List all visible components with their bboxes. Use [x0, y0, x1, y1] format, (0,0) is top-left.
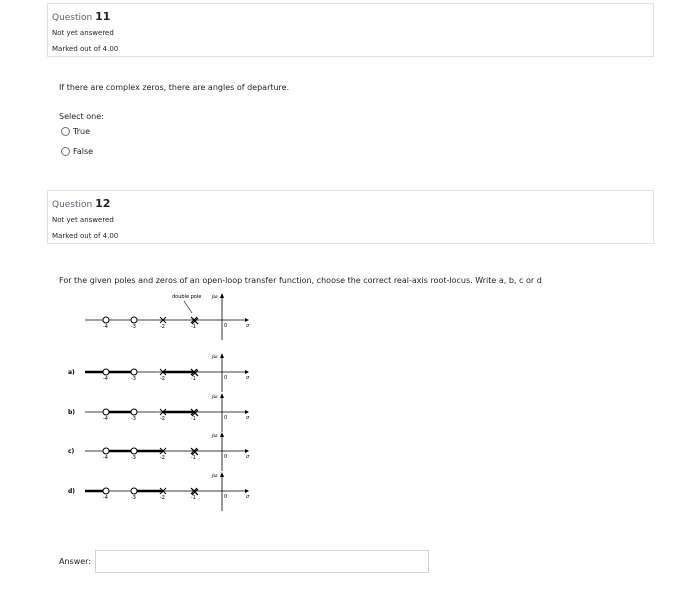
choice-d-label: d): [68, 488, 76, 495]
tick-label: -3: [131, 455, 136, 461]
jw-label: jω: [212, 433, 218, 439]
jw-label: jω: [212, 473, 218, 479]
choice-b-label: b): [68, 409, 76, 416]
tick-label: -4: [103, 376, 108, 382]
sigma-arrowhead: [245, 489, 249, 493]
sigma-label: σ: [246, 415, 250, 421]
question-12-text: For the given poles and zeros of an open-loop transfer function, choose the correct real-axis root-locus. Write a, b, c or d: [59, 276, 542, 285]
tick-label: -4: [103, 495, 108, 501]
tick-label: -1: [191, 495, 196, 501]
tick-label: -2: [160, 455, 165, 461]
origin-label: 0: [224, 323, 228, 329]
zero-marker: [103, 488, 109, 494]
option-false[interactable]: [61, 147, 93, 156]
sigma-arrowhead: [245, 370, 249, 374]
question-mark: Marked out of 4.00: [52, 232, 119, 240]
tick-label: -2: [160, 324, 165, 330]
question-label: Question: [52, 200, 93, 210]
jw-arrowhead: [220, 432, 224, 437]
double-pole-marker: [191, 317, 198, 324]
tick-label: -1: [191, 416, 196, 422]
zero-marker: [103, 409, 109, 415]
tick-label: -1: [191, 324, 196, 330]
origin-label: 0: [224, 494, 228, 500]
origin-label: 0: [224, 454, 228, 460]
choice-c-diagram: [68, 432, 250, 471]
tick-label: -1: [191, 455, 196, 461]
question-11-info: [47, 3, 654, 57]
origin-label: 0: [224, 375, 228, 381]
zero-marker: [131, 448, 137, 454]
zero-marker: [103, 369, 109, 375]
option-true[interactable]: [61, 127, 90, 136]
choice-a-diagram: [68, 353, 250, 392]
question-12-info: [47, 190, 654, 244]
jw-arrowhead: [220, 393, 224, 398]
tick-label: -2: [160, 495, 165, 501]
tick-label: -3: [131, 495, 136, 501]
question-number: 12: [95, 197, 111, 210]
double-pole-marker: [191, 448, 198, 455]
tick-label: -3: [131, 416, 136, 422]
choice-b-diagram: [68, 393, 250, 432]
zero-marker: [103, 448, 109, 454]
tick-label: -1: [191, 376, 196, 382]
zero-marker: [103, 317, 109, 323]
choice-a-label: a): [68, 369, 75, 376]
tick-label: -3: [131, 324, 136, 330]
select-one-prompt: Select one:: [59, 112, 104, 121]
question-11-text: If there are complex zeros, there are angles of departure.: [59, 83, 290, 92]
sigma-label: σ: [246, 323, 250, 329]
sigma-label: σ: [246, 375, 250, 381]
question-state: Not yet answered: [52, 216, 114, 224]
question-11-heading: [52, 10, 649, 25]
choice-c-label: c): [68, 448, 75, 455]
double-pole-marker: [191, 488, 198, 495]
origin-label: 0: [224, 415, 228, 421]
radio-false[interactable]: [61, 147, 70, 156]
sigma-arrowhead: [245, 410, 249, 414]
answer-label: Answer:: [59, 557, 92, 566]
tick-label: -2: [160, 416, 165, 422]
question-number: 11: [95, 10, 111, 23]
question-12-heading: [52, 197, 649, 212]
question-label: Question: [52, 13, 93, 23]
tick-label: -2: [160, 376, 165, 382]
question-state: Not yet answered: [52, 29, 114, 37]
tick-label: -3: [131, 376, 136, 382]
jw-arrowhead: [220, 472, 224, 477]
tick-label: -4: [103, 324, 108, 330]
zero-marker: [131, 317, 137, 323]
double-pole-arrow: [184, 301, 192, 313]
tick-label: -4: [103, 455, 108, 461]
jw-arrowhead: [220, 353, 224, 358]
radio-true[interactable]: [61, 127, 70, 136]
option-true-label: True: [73, 127, 90, 136]
sigma-label: σ: [246, 454, 250, 460]
zero-marker: [131, 488, 137, 494]
zero-marker: [131, 369, 137, 375]
option-false-label: False: [73, 147, 94, 156]
zero-marker: [131, 409, 137, 415]
jw-label: jω: [212, 394, 218, 400]
root-locus-figure: [0, 290, 700, 520]
answer-input[interactable]: [95, 550, 429, 573]
jw-label: jω: [212, 354, 218, 360]
sigma-label: σ: [246, 494, 250, 500]
given-diagram: [85, 293, 250, 340]
tick-label: -4: [103, 416, 108, 422]
sigma-arrowhead: [245, 449, 249, 453]
choice-d-diagram: [68, 472, 250, 511]
jw-label: jω: [212, 294, 218, 300]
jw-arrowhead: [220, 293, 224, 298]
sigma-arrowhead: [245, 318, 249, 322]
double-pole-label: double pole: [172, 294, 202, 300]
question-mark: Marked out of 4.00: [52, 45, 119, 53]
